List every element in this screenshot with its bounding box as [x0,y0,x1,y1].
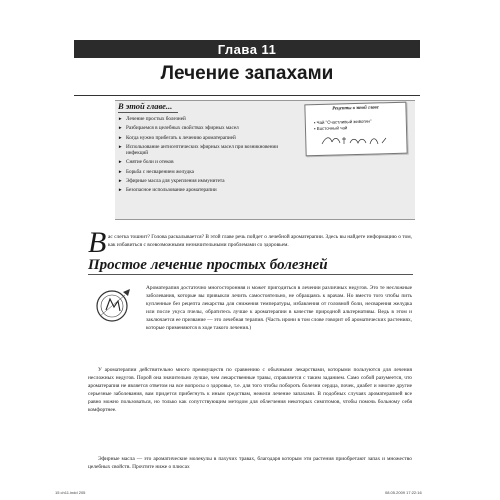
section-heading: Простое лечение простых болезней [88,257,328,273]
intro-paragraph: ас слегка тошнит? Голова раскалывается? В этой главе речь пойдет о лечебной ароматерапии. Здесь вы найдете информацию о том, как избавиться с всевозможными незначительными проблемами со здоровьем. [108,234,412,248]
divider [118,112,178,113]
chapter-title: Лечение запахами [160,63,334,84]
bullet-icon: ► [118,168,123,174]
recipe-item: ▪ Восточный чай [313,125,348,132]
recipe-item: ▪ Чай "Счастливый живогин" [313,118,372,126]
body-paragraph: Ароматерапия достаточно многосторонняя и может пригодиться в лечении различных недугов. Это те несложные заболевания, которые вы привыкли лечить самостоятельно, не обращаясь к врачам. Но вместо того чтобы пить купленные без рецепта лекарства для снижения температуры, избавления от головной боли, несварения желудка или после укуса пчелы, обратитесь лучше к ароматерапии в качестве природной альтернативы. Ведь в этом и заключается ее призвание — это лечебная терапия. (Часть ирони в том слове говорит об ароматических растениях, которые применяются в ходе такого лечения.) [146,285,412,332]
bullet-icon: ► [118,159,123,165]
divider [88,274,413,275]
recipes-note [304,102,407,157]
print-slug-left: 15 ch11.indd 205 [55,490,86,495]
list-item: ► Безопасное использование ароматерапии [118,187,217,194]
list-item: ► Использование антисептических эфирных масел при возникновении инфекций [118,143,279,157]
list-item: ► Лечение простых болезней [118,116,186,122]
list-item: ► Разбираемся в целебных свойствах эфирных масел [118,125,239,132]
list-item: ► Эфирные масла для укрепления иммунитета [118,177,225,184]
bullet-icon: ► [118,134,123,140]
bullet-icon: ► [118,187,123,193]
list-item: ► Когда нужно прибегать к лечению ароматерапией [118,134,236,141]
herb-doodle-icon [320,134,390,148]
bullet-icon: ► [118,143,123,149]
chapter-bar [74,40,420,58]
divider [74,95,420,96]
drop-cap: В [88,226,107,259]
list-item: ► Снятие боли и отеков [118,159,174,166]
bullet-icon: ► [118,125,123,131]
chapter-topics-list [118,116,298,197]
recipes-list [314,119,372,133]
recipes-title: Рецепты в этой главе [332,105,379,112]
body-paragraph: Эфирные масла — это ароматические молекулы в пахучих травах, благодаря которым эти растения приобретают запах и множество целебных свойств. Прочтите ниже о плюсах [88,456,412,471]
bullet-icon: ► [118,116,123,121]
body-paragraph: У ароматерапии действительно много преимуществ по сравнению с обычными лекарствами, которыми пользуются для лечения несложных недугов. Порой она значительно лучше, чем лекарственные травы, справляется с таким заданием. Само собой разумеется, что ароматерапия не является ответом на все вопросы о здоровье, т.е. для того чтобы побороть болезни сердца, почек, диабет и многие другие серьезные заболевания, вам придется прибегнуть к иным средствам, нежели лечение запахами. В подобных случаях ароматерапией все равно можно пользоваться, но только как сопутствующим методом для облегчения некоторых симптомов, чтобы помочь больному себя комфортнее. [88,367,412,414]
key-point-icon [92,286,136,326]
bullet-icon: ► [118,177,123,183]
print-slug-right: 08.05.2009 17:22:16 [385,490,422,495]
list-item: ► Борьба с несварением желудка [118,168,194,175]
chapter-label: Глава 11 [217,41,277,57]
in-this-chapter-heading: В этой главе... [118,101,173,111]
